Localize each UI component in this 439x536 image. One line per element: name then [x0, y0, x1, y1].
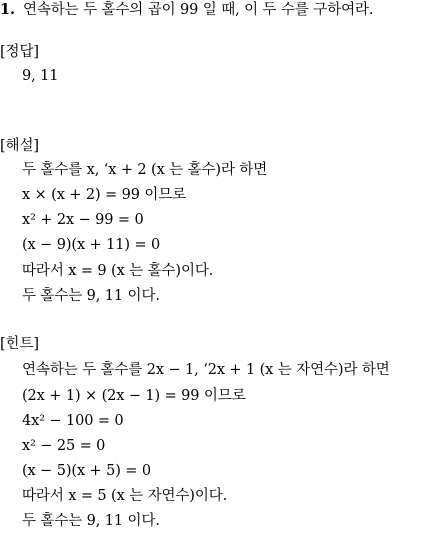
hint-line-4: x² − 25 = 0	[22, 438, 106, 454]
solution-line-3: x² + 2x − 99 = 0	[22, 212, 144, 228]
question-line	[0, 0, 373, 20]
hint-line-3: 4x² − 100 = 0	[22, 413, 124, 429]
solution-line-5: 따라서 x = 9 (x 는 홀수)이다.	[22, 263, 214, 279]
hint-line-6: 따라서 x = 5 (x 는 자연수)이다.	[22, 488, 228, 504]
hint-line-7: 두 홀수는 9, 11 이다.	[22, 513, 160, 529]
solution-heading: [해설]	[0, 138, 39, 154]
hint-line-1: 연속하는 두 홀수를 2x − 1, ‘2x + 1 (x 는 자연수)라 하면	[22, 362, 390, 378]
question-text: 연속하는 두 홀수의 곱이 99 일 때, 이 두 수를 구하여라.	[22, 2, 374, 18]
solution-line-1: 두 홀수를 x, ‘x + 2 (x 는 홀수)라 하면	[22, 162, 268, 178]
hint-line-5: (x − 5)(x + 5) = 0	[22, 463, 151, 479]
solution-line-4: (x − 9)(x + 11) = 0	[22, 237, 161, 253]
hint-line-2: (2x + 1) × (2x − 1) = 99 이므로	[22, 388, 246, 404]
answer-value: 9, 11	[22, 68, 59, 84]
solution-line-6: 두 홀수는 9, 11 이다.	[22, 288, 160, 304]
hint-heading: [힌트]	[0, 336, 39, 352]
answer-heading: [정답]	[0, 44, 39, 60]
question-number: 1.	[0, 1, 15, 18]
solution-line-2: x × (x + 2) = 99 이므로	[22, 187, 187, 203]
